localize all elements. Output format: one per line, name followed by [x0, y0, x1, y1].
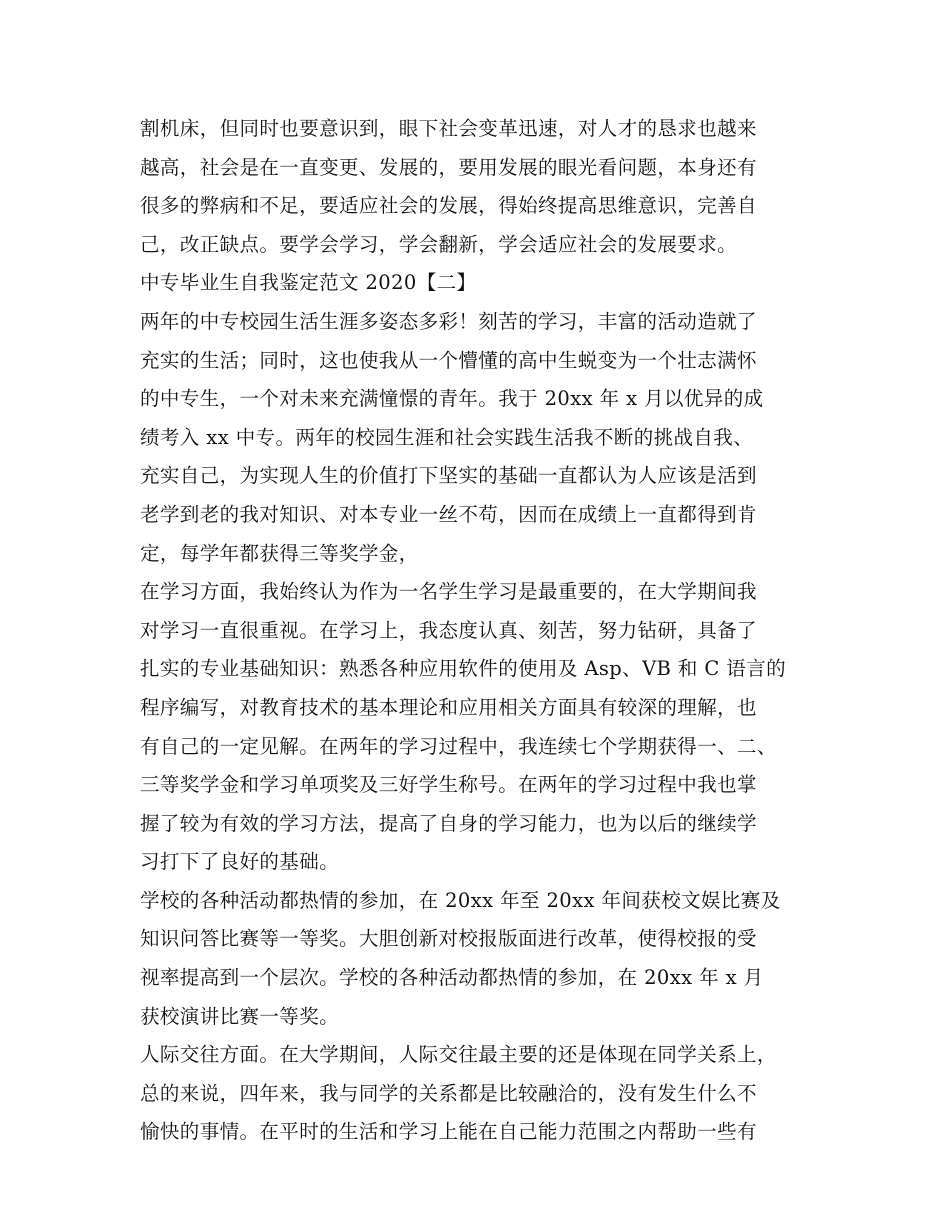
text-line: 越高，社会是在一直变更、发展的，要用发展的眼光看问题，本身还有 [140, 155, 757, 179]
document-body [140, 110, 830, 1152]
text-line: 知识问答比赛等一等奖。大胆创新对校报版面进行改革，使得校报的受 [140, 927, 757, 951]
text-line: 己，改正缺点。要学会学习，学会翻新，学会适应社会的发展要求。 [140, 232, 738, 256]
text-line: 对学习一直很重视。在学习上，我态度认真、刻苦，努力钻研，具备了 [140, 618, 757, 642]
text-line: 人际交往方面。在大学期间，人际交往最主要的还是体现在同学关系上， [140, 1043, 777, 1067]
text-line: 习打下了良好的基础。 [140, 850, 340, 874]
text-line: 有自己的一定见解。在两年的学习过程中，我连续七个学期获得一、二、 [140, 734, 777, 758]
text-line: 学校的各种活动都热情的参加，在 20xx 年至 20xx 年间获校文娱比赛及 [140, 888, 781, 912]
text-line: 充实的生活；同时，这也使我从一个懵懂的高中生蜕变为一个壮志满怀 [140, 348, 757, 372]
text-line: 很多的弊病和不足，要适应社会的发展，得始终提高思维意识，完善自 [140, 194, 757, 218]
text-line: 充实自己，为实现人生的价值打下坚实的基础一直都认为人应该是活到 [140, 464, 757, 488]
text-line: 两年的中专校园生活生涯多姿态多彩！刻苦的学习，丰富的活动造就了 [140, 309, 757, 333]
text-line: 程序编写，对教育技术的基本理论和应用相关方面具有较深的理解，也 [140, 695, 757, 719]
text-line: 在学习方面，我始终认为作为一名学生学习是最重要的，在大学期间我 [140, 580, 757, 604]
text-line: 绩考入 xx 中专。两年的校园生涯和社会实践生活我不断的挑战自我、 [140, 425, 754, 449]
text-line: 愉快的事情。在平时的生活和学习上能在自己能力范围之内帮助一些有 [140, 1120, 757, 1144]
text-line: 握了较为有效的学习方法，提高了自身的学习能力，也为以后的继续学 [140, 811, 757, 835]
text-line: 的中专生，一个对未来充满憧憬的青年。我于 20xx 年 x 月以优异的成 [140, 387, 764, 411]
text-line: 扎实的专业基础知识：熟悉各种应用软件的使用及 Asp、VB 和 C 语言的 [140, 657, 786, 681]
text-line: 割机床，但同时也要意识到，眼下社会变革迅速，对人才的恳求也越来 [140, 117, 757, 140]
text-line: 总的来说，四年来，我与同学的关系都是比较融洽的，没有发生什么不 [140, 1081, 757, 1105]
section-heading: 中专毕业生自我鉴定范文 2020【二】 [140, 271, 477, 295]
text-line: 视率提高到一个层次。学校的各种活动都热情的参加，在 20xx 年 x 月 [140, 966, 764, 990]
text-line: 定，每学年都获得三等奖学金， [140, 541, 419, 565]
text-line: 三等奖学金和学习单项奖及三好学生称号。在两年的学习过程中我也掌 [140, 773, 757, 797]
text-line: 老学到老的我对知识、对本专业一丝不苟，因而在成绩上一直都得到肯 [140, 502, 757, 526]
text-line: 获校演讲比赛一等奖。 [140, 1004, 340, 1028]
